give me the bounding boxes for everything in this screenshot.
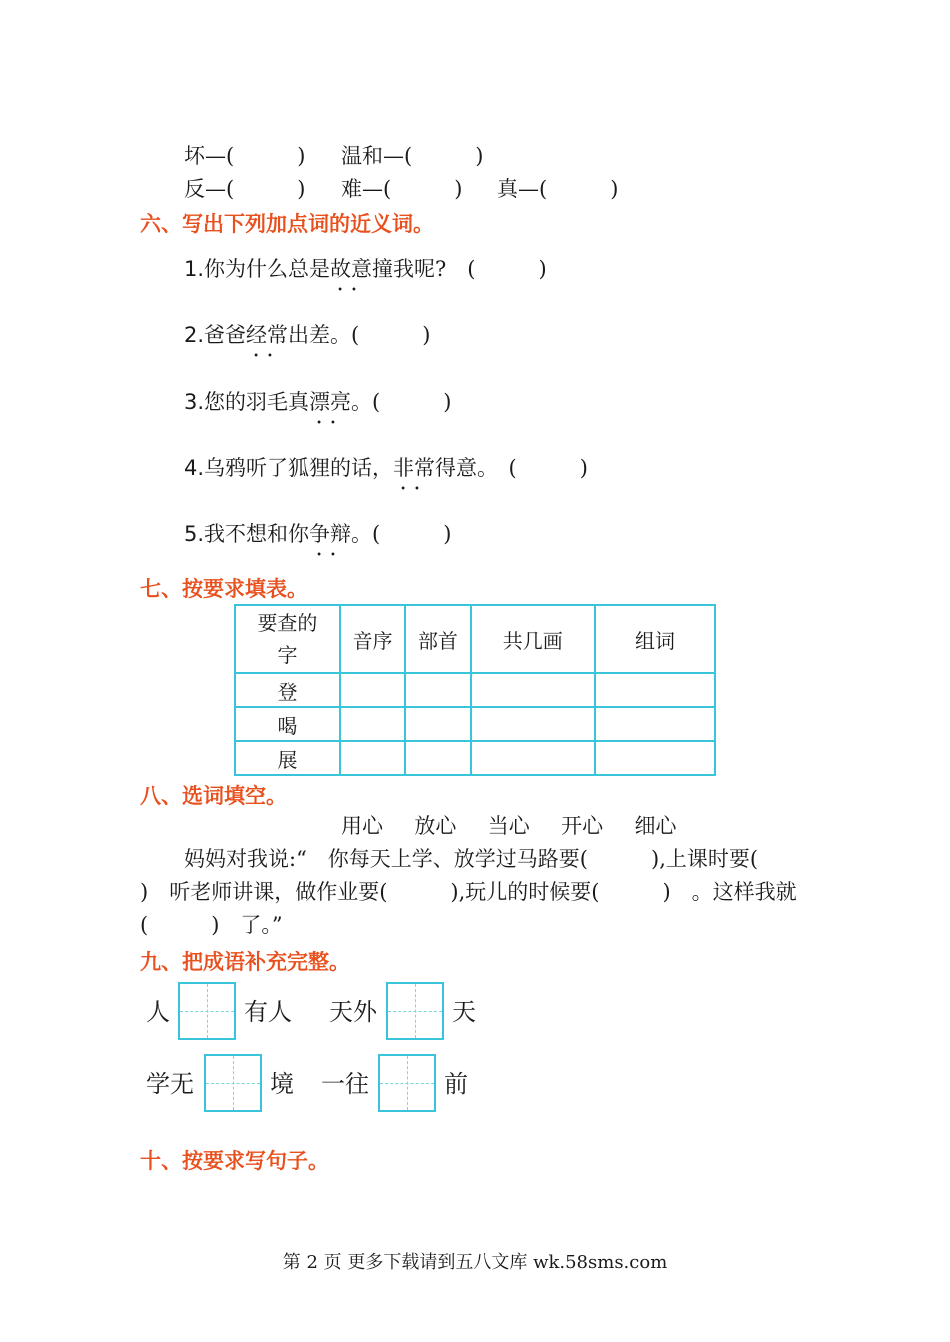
page-footer: 第 2 页 更多下载请到五八文库 wk.58sms.com [282, 1252, 668, 1273]
question-number: 1. [184, 257, 205, 281]
header-cell-word-formation: 组词 [595, 605, 715, 673]
section-8-heading: 八、选词填空。 [140, 784, 287, 808]
row-character: 喝 [235, 707, 340, 741]
idiom-3-answer-box[interactable] [204, 1054, 262, 1112]
answer-cell[interactable] [340, 707, 405, 741]
answer-cell[interactable] [405, 741, 470, 775]
section-7-heading: 七、按要求填表。 [140, 577, 308, 601]
row-character: 登 [235, 673, 340, 707]
synonym-question-5 [184, 521, 451, 547]
idiom-4-prefix: 一往 [321, 1070, 369, 1098]
antonym-item-true: 真—( ) [497, 177, 619, 201]
antonym-item-gentle: 温和—( ) [341, 144, 484, 168]
synonym-question-4 [184, 455, 588, 481]
question-text-pre: 你为什么总是 [204, 257, 331, 281]
table-row [235, 707, 715, 741]
answer-cell[interactable] [340, 741, 405, 775]
question-number: 3. [184, 390, 205, 414]
question-text-pre: 我不想和你 [204, 522, 310, 546]
antonym-item-reverse: 反—( ) [184, 177, 306, 201]
header-cell-stroke-count: 共几画 [471, 605, 595, 673]
dotted-word: 争辩 •• [309, 521, 351, 547]
idiom-1-suffix: 有人 [244, 998, 292, 1026]
fill-passage-line-3: ( ) 了。” [140, 913, 283, 937]
question-text-post: 出差。( ) [288, 323, 431, 347]
answer-cell[interactable] [471, 741, 595, 775]
header-cell-phonetic-order: 音序 [340, 605, 405, 673]
section-9-heading: 九、把成语补充完整。 [140, 950, 350, 974]
choice-word: 开心 [561, 814, 604, 838]
answer-cell[interactable] [405, 707, 470, 741]
answer-cell[interactable] [595, 673, 715, 707]
dictionary-lookup-table [234, 604, 716, 776]
answer-cell[interactable] [471, 707, 595, 741]
section-6-heading: 六、写出下列加点词的近义词。 [140, 212, 434, 236]
answer-cell[interactable] [340, 673, 405, 707]
choice-word: 放心 [414, 814, 457, 838]
fill-passage-line-2: ) 听老师讲课，做作业要( ),玩儿的时候要( ) 。这样我就 [140, 880, 797, 904]
idiom-4-answer-box[interactable] [378, 1054, 436, 1112]
choice-word: 当心 [487, 814, 530, 838]
answer-cell[interactable] [595, 707, 715, 741]
idiom-2-answer-box[interactable] [386, 982, 444, 1040]
dotted-word: 漂亮 •• [309, 389, 351, 415]
question-text-pre: 乌鸦听了狐狸的话， [204, 456, 394, 480]
idiom-3-prefix: 学无 [146, 1070, 194, 1098]
idiom-4-suffix: 前 [444, 1070, 468, 1098]
table-header-row [235, 605, 715, 673]
table-row [235, 741, 715, 775]
question-text-post: 得意。 ( ) [435, 456, 588, 480]
fill-passage-line-1: 妈妈对我说:“ 你每天上学、放学过马路要( ),上课时要( [184, 847, 759, 871]
choice-word: 细心 [634, 814, 677, 838]
question-text-post: 。( ) [351, 390, 452, 414]
row-character: 展 [235, 741, 340, 775]
answer-cell[interactable] [595, 741, 715, 775]
question-number: 5. [184, 522, 205, 546]
header-line-2: 字 [277, 643, 298, 667]
question-number: 2. [184, 323, 205, 347]
idiom-1-prefix: 人 [146, 998, 170, 1026]
question-text-post: 撞我呢? ( ) [372, 257, 547, 281]
answer-cell[interactable] [471, 673, 595, 707]
idiom-2-suffix: 天 [452, 998, 476, 1026]
question-text-pre: 爸爸 [204, 323, 247, 347]
question-number: 4. [184, 456, 205, 480]
question-text-post: 。( ) [351, 522, 452, 546]
synonym-question-2 [184, 322, 430, 348]
idiom-1-answer-box[interactable] [178, 982, 236, 1040]
question-text-pre: 您的羽毛真 [204, 390, 310, 414]
antonym-item-hard: 难—( ) [341, 177, 463, 201]
dotted-word: 非常 •• [393, 455, 435, 481]
word-choices [341, 813, 677, 839]
answer-cell[interactable] [405, 673, 470, 707]
header-cell-radical: 部首 [405, 605, 470, 673]
section-10-heading: 十、按要求写句子。 [140, 1149, 329, 1173]
choice-word: 用心 [341, 814, 383, 838]
synonym-question-1 [184, 256, 547, 282]
header-line-1: 要查的 [257, 611, 318, 635]
idiom-3-suffix: 境 [270, 1070, 294, 1098]
antonym-item-bad: 坏—( ) [184, 144, 306, 168]
table-row [235, 673, 715, 707]
idiom-2-prefix: 天外 [329, 998, 377, 1026]
synonym-question-3 [184, 389, 451, 415]
header-cell-character [235, 605, 340, 673]
dotted-word: 故意 •• [330, 256, 372, 282]
dotted-word: 经常 •• [246, 322, 288, 348]
